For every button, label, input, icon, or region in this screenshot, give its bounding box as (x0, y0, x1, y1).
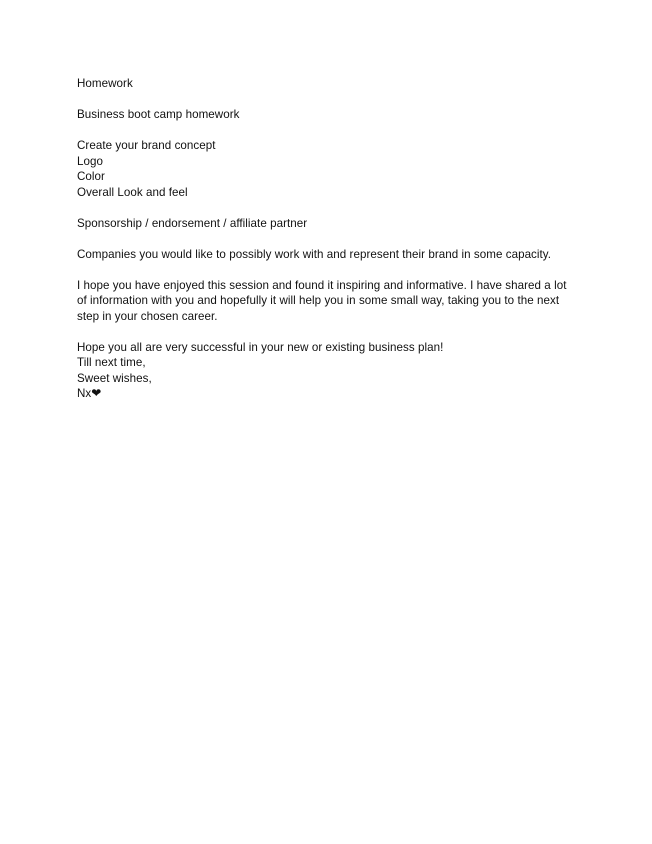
title-block (77, 76, 597, 92)
signature-text: Nx (77, 387, 92, 400)
brand-section (77, 138, 597, 200)
document-title: Homework (77, 77, 133, 90)
closing-line-3: step in your chosen career. (77, 309, 218, 323)
subtitle-block (77, 107, 597, 123)
signoff-line-1: Hope you all are very successful in your new or existing business plan! (77, 340, 444, 354)
signoff-line-2: Till next time, (77, 356, 146, 369)
signoff-line-3: Sweet wishes, (77, 371, 152, 385)
sponsorship-block (77, 216, 597, 232)
closing-paragraph (77, 278, 597, 325)
document-body (77, 76, 597, 417)
signoff-block (77, 340, 597, 402)
document-subtitle: Business boot camp homework (77, 108, 240, 121)
brand-item-logo: Logo (77, 154, 103, 168)
companies-block (77, 247, 597, 263)
brand-heading: Create your brand concept (77, 139, 216, 152)
sponsorship-heading: Sponsorship / endorsement / affiliate partner (77, 216, 308, 230)
heart-icon: ❤ (91, 386, 102, 400)
signature-line (77, 386, 597, 402)
closing-line-1: I hope you have enjoyed this session and found it inspiring and informative. I have shared a lot (77, 278, 567, 292)
companies-text: Companies you would like to possibly work with and represent their brand in some capacity. (77, 247, 552, 261)
brand-item-color: Color (77, 170, 105, 183)
brand-item-look-and-feel: Overall Look and feel (77, 185, 188, 199)
closing-line-2: of information with you and hopefully it will help you in some small way, taking you to the next (77, 294, 560, 307)
